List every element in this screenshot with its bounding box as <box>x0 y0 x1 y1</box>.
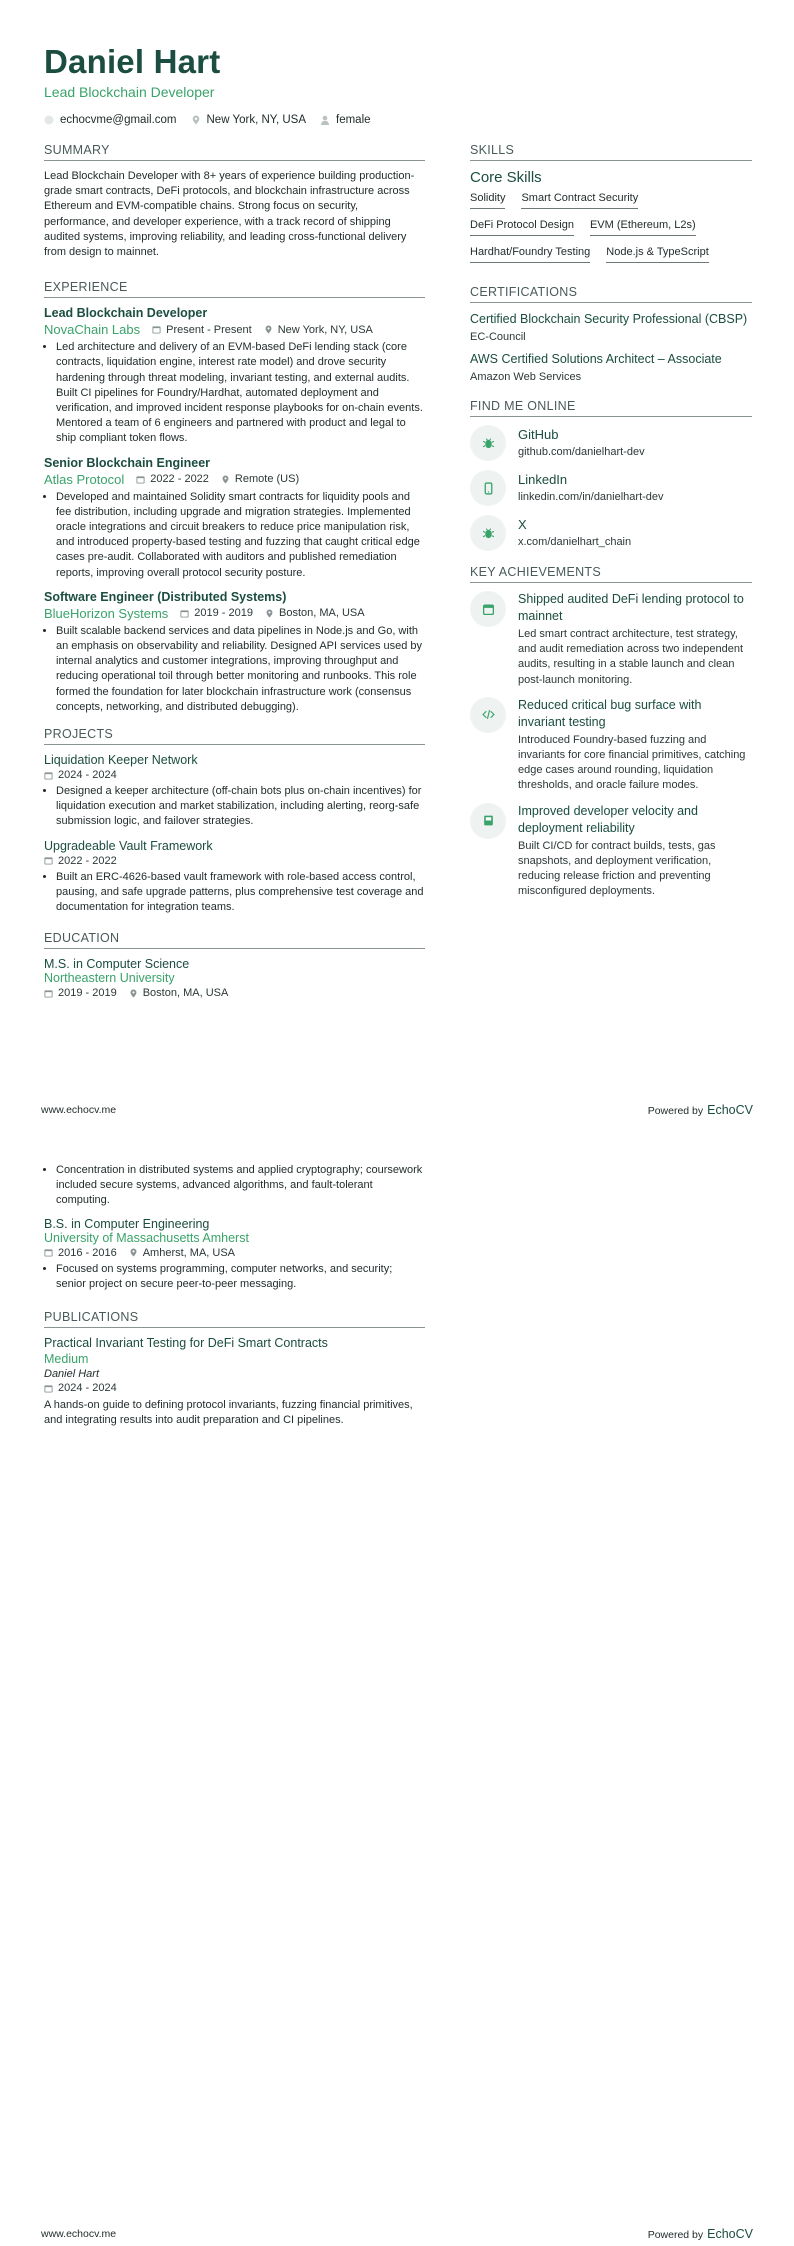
projects-section <box>44 727 425 915</box>
experience-section <box>44 280 425 715</box>
company-name: Atlas Protocol <box>44 471 125 487</box>
achievement-title: Shipped audited DeFi lending protocol to mainnet <box>518 592 744 623</box>
job-bullets <box>44 624 425 715</box>
job-bullets <box>44 340 425 446</box>
summary-text: Lead Blockchain Developer with 8+ years of experience building production-grade smart contracts, DeFi protocols, and blockchain infrastructure across Ethereum and EVM-compatible chains. Strong focus on security, performance, and developer experience, with a track record of shipping audited systems, improving reliability, and leading cross-functional delivery from design to mainnet. <box>44 170 415 259</box>
job-bullet: • Built scalable backend services and data pipelines in Node.js and Go, with an emphasis on observability and reliability. Designed API services used by internal analytics and customer integrations, improving throughput and reducing operational toil through better monitoring and runbooks. This role formed the foundation for later blockchain infrastructure work (consensus concepts, networking, and distributed debugging). <box>56 624 425 715</box>
online-section <box>470 399 752 551</box>
calendar-icon <box>44 1248 53 1257</box>
certification-name: AWS Certified Solutions Architect – Associate <box>470 352 722 366</box>
publications-section <box>44 1310 425 1428</box>
publication-meta <box>44 1382 425 1394</box>
publication-dates: 2024 - 2024 <box>44 1382 117 1394</box>
project-bullets <box>44 870 425 916</box>
certification-issuer: EC-Council <box>470 331 526 343</box>
skills-section <box>470 143 752 263</box>
education-meta <box>44 1247 425 1259</box>
book-icon <box>470 803 506 839</box>
job-title: Software Engineer (Distributed Systems) <box>44 589 287 604</box>
project-bullets <box>44 784 425 830</box>
company-name: BlueHorizon Systems <box>44 605 169 621</box>
skill-tag: DeFi Protocol Design <box>470 217 574 236</box>
job-entry <box>44 456 425 581</box>
person-icon <box>320 115 330 125</box>
contact-row <box>44 114 754 126</box>
job-dates: Present - Present <box>152 324 252 336</box>
education-bullets <box>44 1163 425 1209</box>
skill-tag: Node.js & TypeScript <box>606 244 709 263</box>
location-pin-icon <box>221 475 230 484</box>
online-link-x[interactable] <box>470 515 752 551</box>
calendar-icon <box>470 591 506 627</box>
job-meta <box>44 606 425 621</box>
achievement-item <box>470 591 752 688</box>
publication-title: Practical Invariant Testing for DeFi Smart Contracts <box>44 1336 328 1351</box>
footer-site-link[interactable]: www.echocv.me <box>41 2228 117 2240</box>
calendar-icon <box>180 609 189 618</box>
degree-title: M.S. in Computer Science <box>44 957 190 972</box>
bug-icon <box>470 425 506 461</box>
job-dates: 2019 - 2019 <box>180 607 253 619</box>
skills-heading: SKILLS <box>470 143 752 161</box>
project-entry <box>44 839 425 916</box>
skill-tag: Hardhat/Foundry Testing <box>470 244 590 263</box>
contact-email[interactable] <box>44 114 177 126</box>
project-bullet: • Built an ERC-4626-based vault framework with role-based access control, pausing, and safe upgrade patterns, plus comprehensive test coverage and documentation for integration teams. <box>56 870 425 916</box>
brand-logo-text: EchoCV <box>707 1103 753 1117</box>
bug-icon <box>470 515 506 551</box>
location-pin-icon <box>264 325 273 334</box>
certification-issuer: Amazon Web Services <box>470 371 582 383</box>
calendar-icon <box>152 325 161 334</box>
publication-author: Daniel Hart <box>44 1368 100 1381</box>
company-name: NovaChain Labs <box>44 322 141 338</box>
education-entry <box>44 957 425 999</box>
online-url[interactable]: linkedin.com/in/danielhart-dev <box>518 491 664 503</box>
calendar-icon <box>44 989 53 998</box>
projects-heading: PROJECTS <box>44 727 425 745</box>
location-pin-icon <box>191 115 201 125</box>
online-name: GitHub <box>518 427 559 442</box>
online-heading: FIND ME ONLINE <box>470 399 752 417</box>
job-title: Senior Blockchain Engineer <box>44 455 211 470</box>
summary-section <box>44 143 425 260</box>
job-bullet: • Developed and maintained Solidity smart contracts for liquidity pools and fee distribution, including upgrade and migration strategies. Implemented oracle integrations and circuit breakers to reduce price manipulation risk, and introduced property-based testing and fuzzing that caught critical edge cases pre-audit. Collaborated with auditors and published remediation reports, improving overall protocol security posture. <box>56 490 425 581</box>
page-two-content <box>44 1163 425 1448</box>
job-title: Lead Blockchain Developer <box>44 306 208 321</box>
education-meta <box>44 987 425 999</box>
achievements-section <box>470 565 752 899</box>
education-heading: EDUCATION <box>44 931 425 949</box>
left-column <box>44 143 425 1019</box>
page-footer <box>41 1103 753 1117</box>
publication-description: A hands-on guide to defining protocol invariants, fuzzing financial primitives, and integrating results into audit preparation and CI pipelines. <box>44 1399 413 1427</box>
education-section <box>44 931 425 999</box>
online-name: X <box>518 517 527 532</box>
project-title: Upgradeable Vault Framework <box>44 838 213 853</box>
skill-tag: EVM (Ethereum, L2s) <box>590 217 696 236</box>
education-dates: 2016 - 2016 <box>44 1247 117 1259</box>
certifications-section <box>470 285 752 383</box>
online-link-github[interactable] <box>470 425 752 461</box>
job-meta <box>44 472 425 487</box>
job-bullets <box>44 490 425 581</box>
candidate-name: Daniel Hart <box>44 43 221 80</box>
powered-by: Powered by EchoCV <box>647 2227 753 2241</box>
job-bullet: • Led architecture and delivery of an EVM-based DeFi lending stack (core contracts, liquidation engine, interest rate model) and drove security hardening through threat modeling, invariant testing, and external audits. Built CI pipelines for Foundry/Hardhat, automated deployment and verification, and improved incident response playbooks for on-chain events. Mentored a team of 6 engineers and partnered with product and legal to ship compliant token flows. <box>56 340 425 446</box>
powered-by: Powered by EchoCV <box>647 1103 753 1117</box>
location-text: New York, NY, USA <box>206 114 307 126</box>
job-location: New York, NY, USA <box>264 324 373 336</box>
calendar-icon <box>44 856 53 865</box>
achievement-description: Built CI/CD for contract builds, tests, gas snapshots, and deployment verification, reducing release friction and preventing misconfigured deployments. <box>518 839 716 898</box>
calendar-icon <box>136 475 145 484</box>
summary-heading: SUMMARY <box>44 143 425 161</box>
achievement-description: Led smart contract architecture, test strategy, and audit remediation across two independent audits, resulting in a stable launch and clean post-launch monitoring. <box>518 628 744 686</box>
phone-icon <box>470 470 506 506</box>
project-title: Liquidation Keeper Network <box>44 753 198 768</box>
resume-header <box>44 42 754 126</box>
skill-group-title: Core Skills <box>470 169 542 186</box>
education-bullet: • Focused on systems programming, computer networks, and security; senior project on secure peer-to-peer messaging. <box>56 1262 425 1292</box>
online-name: LinkedIn <box>518 472 568 487</box>
achievement-title: Reduced critical bug surface with invariant testing <box>518 697 702 729</box>
email-text: echocvme@gmail.com <box>60 114 177 126</box>
job-location: Remote (US) <box>221 473 299 485</box>
contact-location <box>191 114 307 126</box>
brand-logo-text: EchoCV <box>707 2227 753 2241</box>
job-entry <box>44 590 425 715</box>
achievement-description: Introduced Foundry-based fuzzing and invariants for core financial primitives, catching edge cases around rounding, liquidation thresholds, and oracle failure modes. <box>518 733 746 792</box>
achievements-heading: KEY ACHIEVEMENTS <box>470 565 752 583</box>
job-entry <box>44 306 425 446</box>
project-meta <box>44 855 425 867</box>
achievement-item <box>470 803 752 900</box>
code-icon <box>470 697 506 733</box>
education-dates: 2019 - 2019 <box>44 987 117 999</box>
page-footer <box>41 2227 753 2241</box>
education-location: Boston, MA, USA <box>129 987 229 999</box>
online-link-linkedin[interactable] <box>470 470 752 506</box>
certifications-heading: CERTIFICATIONS <box>470 285 752 303</box>
gender-text: female <box>336 114 371 126</box>
footer-site-link[interactable]: www.echocv.me <box>41 1104 117 1116</box>
project-bullet: • Designed a keeper architecture (off-chain bots plus on-chain incentives) for liquidation execution and market stabilization, including alerting, reorg-safe submission logic, and failover strategies. <box>56 784 425 830</box>
publication-publisher: Medium <box>44 1352 89 1367</box>
job-location: Boston, MA, USA <box>265 607 365 619</box>
candidate-role: Lead Blockchain Developer <box>44 84 215 100</box>
certification-name: Certified Blockchain Security Professional (CBSP) <box>470 312 748 326</box>
project-dates: 2022 - 2022 <box>44 855 117 867</box>
achievement-item <box>470 697 752 794</box>
achievement-title: Improved developer velocity and deployment reliability <box>518 803 698 835</box>
experience-heading: EXPERIENCE <box>44 280 425 298</box>
education-bullet: • Concentration in distributed systems and applied cryptography; coursework included secure systems, advanced algorithms, and fault-tolerant computing. <box>56 1163 425 1209</box>
skill-tags <box>470 190 752 263</box>
contact-gender <box>320 114 371 126</box>
project-entry <box>44 753 425 830</box>
education-bullets <box>44 1262 425 1292</box>
job-meta <box>44 322 425 337</box>
location-pin-icon <box>265 609 274 618</box>
location-pin-icon <box>129 1248 138 1257</box>
school-name: University of Massachusetts Amherst <box>44 1230 249 1245</box>
right-column <box>470 143 752 919</box>
job-dates: 2022 - 2022 <box>136 473 209 485</box>
degree-title: B.S. in Computer Engineering <box>44 1216 210 1231</box>
online-url[interactable]: github.com/danielhart-dev <box>518 446 645 458</box>
project-meta <box>44 769 425 781</box>
skill-tag: Solidity <box>470 190 505 209</box>
location-pin-icon <box>129 989 138 998</box>
education-entry <box>44 1217 425 1292</box>
email-icon <box>44 115 54 125</box>
education-location: Amherst, MA, USA <box>129 1247 235 1259</box>
publications-heading: PUBLICATIONS <box>44 1310 425 1328</box>
calendar-icon <box>44 771 53 780</box>
calendar-icon <box>44 1384 53 1393</box>
skill-tag: Smart Contract Security <box>521 190 638 209</box>
school-name: Northeastern University <box>44 971 175 986</box>
online-url[interactable]: x.com/danielhart_chain <box>518 536 632 548</box>
project-dates: 2024 - 2024 <box>44 769 117 781</box>
